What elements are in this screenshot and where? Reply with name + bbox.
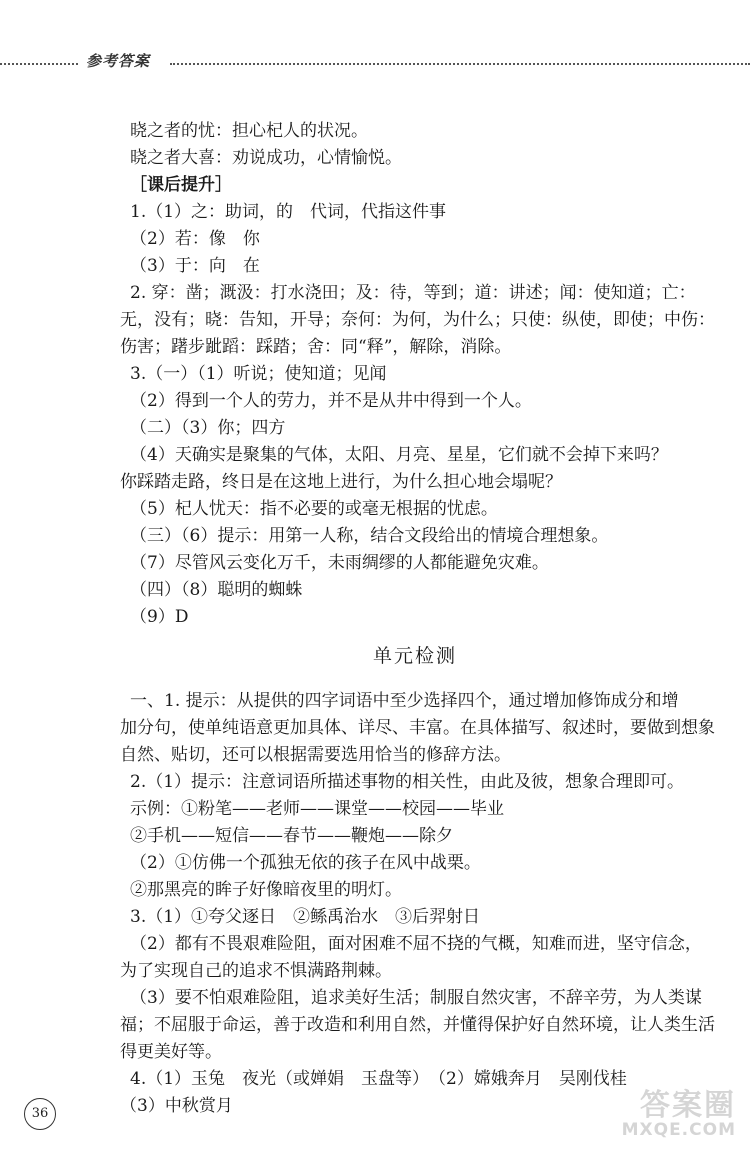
text-line: （4）天确实是聚集的气体，太阳、月亮、星星，它们就不会掉下来吗？ — [130, 445, 668, 465]
text-line: 福；不屈服于命运，善于改造和利用自然，并懂得保护好自然环境，让人类生活 — [120, 1015, 715, 1035]
header-title: 参考答案 — [86, 52, 151, 70]
text-line: 一、1. 提示：从提供的四字词语中至少选择四个，通过增加修饰成分和增 — [130, 691, 679, 711]
header-dotted-rule-left — [0, 63, 78, 65]
page-number: 36 — [24, 1098, 56, 1130]
header-dotted-rule-right — [170, 63, 750, 65]
text-line: （7）尽管风云变化万千，未雨绸缪的人都能避免灾难。 — [130, 553, 549, 573]
text-line: （二）（3）你；四方 — [130, 418, 286, 438]
text-line: 无，没有；晓：告知，开导；奈何：为何，为什么；只使：纵使，即使；中伤： — [120, 310, 715, 330]
text-line: （2）若：像 你 — [130, 229, 260, 249]
text-line: （2）都有不畏艰难险阻，面对困难不屈不挠的气概，知难而进，坚守信念， — [130, 934, 702, 954]
text-line: （9）D — [130, 607, 189, 627]
text-line: （3）中秋赏月 — [120, 1096, 233, 1116]
text-line: （2）①仿佛一个孤独无依的孩子在风中战栗。 — [130, 853, 481, 873]
text-line: （2）得到一个人的劳力，并不是从井中得到一个人。 — [130, 391, 532, 411]
text-line: 1.（1）之：助词，的 代词，代指这件事 — [130, 202, 447, 222]
section-heading: ［课后提升］ — [130, 175, 232, 195]
text-line: 3.（一）（1）听说；使知道；见闻 — [130, 364, 387, 384]
text-line: 2. 穿：凿；溉汲：打水浇田；及：待，等到；道：讲述；闻：使知道；亡： — [130, 283, 696, 303]
text-line: 2.（1）提示：注意词语所描述事物的相关性，由此及彼，想象合理即可。 — [130, 772, 685, 792]
text-line: 示例：①粉笔——老师——课堂——校园——毕业 — [130, 799, 504, 819]
text-line: ②那黑亮的眸子好像暗夜里的明灯。 — [130, 880, 402, 900]
text-line: 晓之者大喜：劝说成功，心情愉悦。 — [130, 148, 402, 168]
text-line: 你踩踏走路，终日是在这地上进行，为什么担心地会塌呢？ — [120, 472, 562, 492]
text-line: （四）（8）聪明的蜘蛛 — [130, 580, 303, 600]
answer-content — [120, 118, 715, 1120]
text-line: 伤害；躇步跐蹈：踩踏；舍：同“释”，解除，消除。 — [120, 337, 512, 357]
text-line: （3）于：向 在 — [130, 256, 260, 276]
text-line: 自然、贴切，还可以根据需要选用恰当的修辞方法。 — [120, 745, 511, 765]
text-line: 得更美好等。 — [120, 1042, 222, 1062]
text-line: （三）（6）提示：用第一人称，结合文段给出的情境合理想象。 — [130, 526, 609, 546]
page-header — [0, 50, 750, 74]
watermark-logo — [586, 1080, 736, 1140]
text-line: 晓之者的忧：担心杞人的状况。 — [130, 121, 368, 141]
text-line: 加分句，使单纯语意更加具体、详尽、丰富。在具体描写、叙述时，要做到想象 — [120, 718, 715, 738]
text-line: 3.（1）①夸父逐日 ②鲧禹治水 ③后羿射日 — [130, 907, 481, 927]
unit-test-title: 单元检测 — [372, 645, 457, 667]
watermark-url: MXQE.COM — [621, 1120, 736, 1140]
text-line: 为了实现自己的追求不惧满路荆棘。 — [120, 961, 392, 981]
text-line: （3）要不怕艰难险阻，追求美好生活；制服自然灾害，不辞辛劳，为人类谋 — [130, 988, 702, 1008]
text-line: ②手机——短信——春节——鞭炮——除夕 — [130, 826, 453, 846]
text-line: （5）杞人忧天：指不必要的或毫无根据的忧虑。 — [130, 499, 498, 519]
text-line: 4.（1）玉兔 夜光（或婵娟 玉盘等） （2）嫦娥奔月 吴刚伐桂 — [130, 1069, 627, 1089]
watermark-text: 答案圈 — [640, 1088, 736, 1123]
